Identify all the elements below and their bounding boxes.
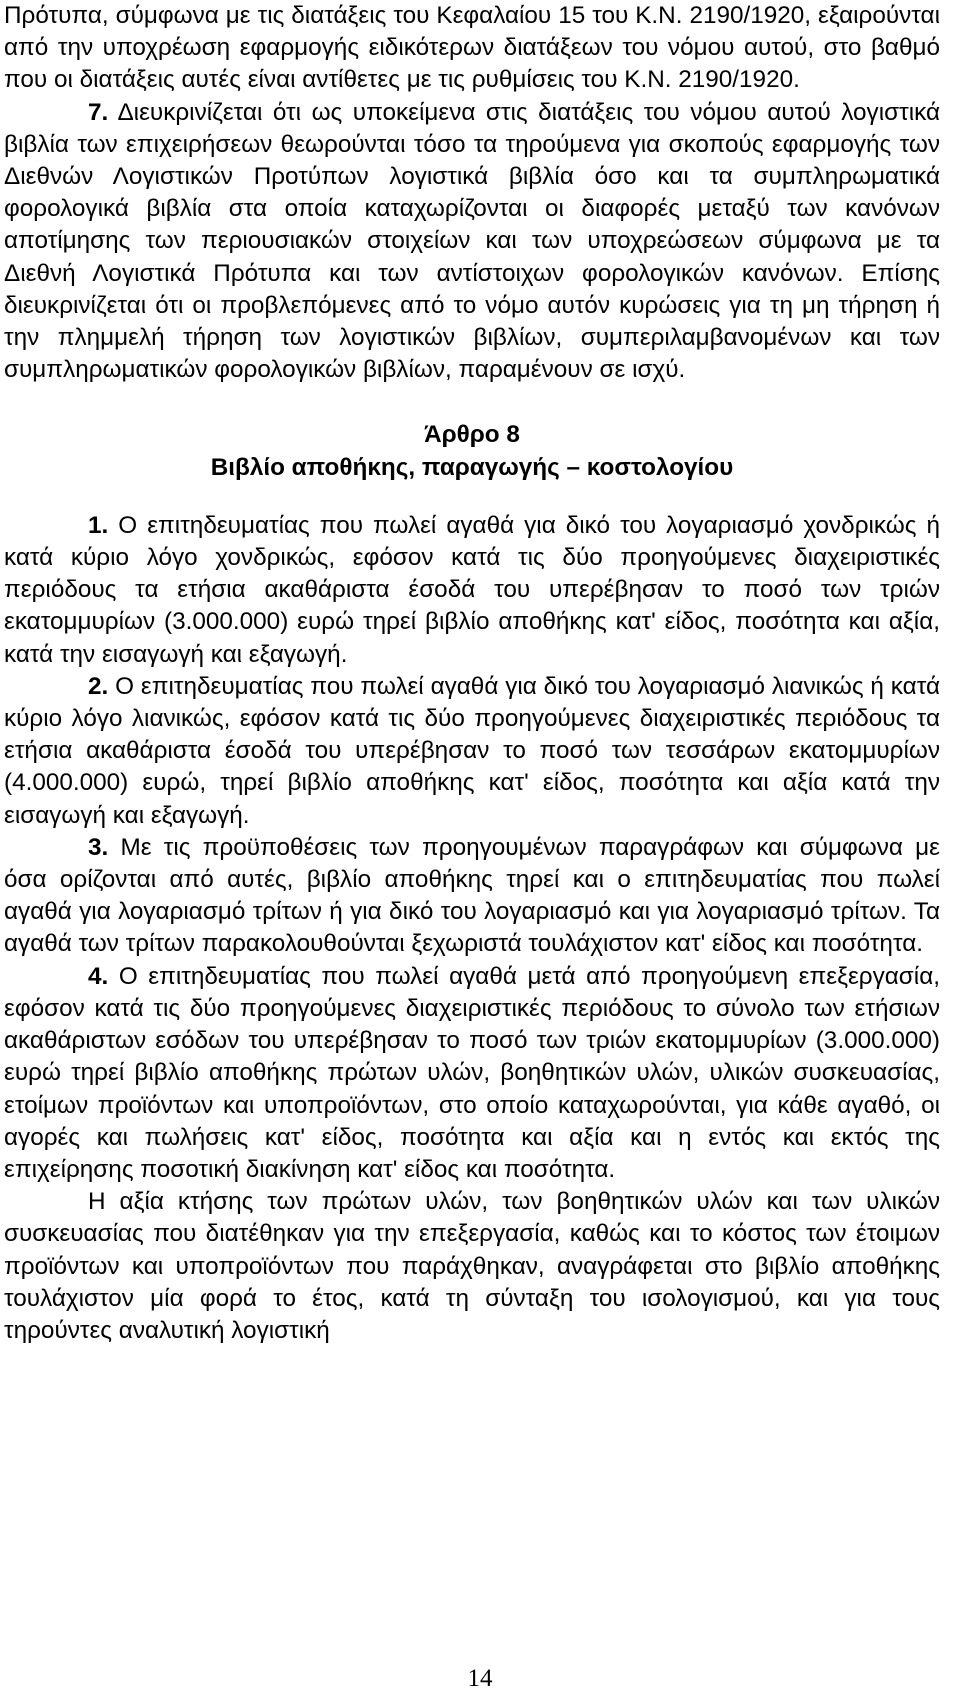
paragraph-7 <box>4 97 940 387</box>
paragraph-4 <box>4 961 940 1186</box>
paragraph-number: 7. <box>88 98 109 126</box>
paragraph-number: 1. <box>88 511 109 539</box>
paragraph-text: Διευκρινίζεται ότι ως υποκείμενα στις διατάξεις του νόμου αυτού λογιστικά βιβλία των επιχειρήσεων θεωρούνται τόσο τα τηρούμενα για σκοπούς εφαρμογής των Διεθνών Λογιστικών Προτύπων λογιστικά βιβλία όσο και τα συμπληρωματικά φορολογικά βιβλία στα οποία καταχωρίζονται οι διαφορές μεταξύ των κανόνων αποτίμησης των περιουσιακών στοιχείων και των υποχρεώσεων σύμφωνα με τα Διεθνή Λογιστικά Πρότυπα και των αντίστοιχων φορολογικών κανόνων. Επίσης διευκρινίζεται ότι οι προβλεπόμενες από το νόμο αυτόν κυρώσεις για τη μη τήρηση ή την πλημμελή τήρηση των λογιστικών βιβλίων, συμπεριλαμβανομένων και των συμπληρωματικών φορολογικών βιβλίων, παραμένουν σε ισχύ. <box>4 98 940 384</box>
article-title: Άρθρο 8 <box>424 421 520 449</box>
paragraph-number: 4. <box>88 962 109 990</box>
paragraph-2 <box>4 671 940 832</box>
paragraph-acquisition-value <box>4 1186 940 1347</box>
paragraph-text: Ο επιτηδευματίας που πωλεί αγαθά μετά από προηγούμενη επεξεργασία, εφόσον κατά τις δύο προηγούμενες διαχειριστικές περιόδους το σύνολο των ετήσιων ακαθάριστων εσόδων του υπερέβησαν το ποσό των τριών εκατομμυρίων (3.000.000) ευρώ τηρεί βιβλίο αποθήκης πρώτων υλών, βοηθητικών υλών, υλικών συσκευασίας, ετοίμων προϊόντων και υποπροϊόντων, στο οποίο καταχωρούνται, για κάθε αγαθό, οι αγορές και πωλήσεις κατ' είδος, ποσότητα και αξία και η εντός και εκτός της επιχείρησης ποσοτική διακίνηση κατ' είδος και ποσότητα. <box>4 962 940 1183</box>
paragraph-text: Ο επιτηδευματίας που πωλεί αγαθά για δικό του λογαριασμό λιανικώς ή κατά κύριο λόγο λιανικώς, εφόσον κατά τις δύο προηγούμενες διαχειριστικές περιόδους τα ετήσια ακαθάριστα έσοδά του υπερέβησαν το ποσό των τεσσάρων εκατομμυρίων (4.000.000) ευρώ, τηρεί βιβλίο αποθήκης κατ' είδος, ποσότητα και αξία κατά την εισαγωγή και εξαγωγή. <box>4 672 940 829</box>
paragraph-number: 2. <box>88 672 109 700</box>
article-subtitle: Βιβλίο αποθήκης, παραγωγής – κοστολογίου <box>210 453 734 481</box>
paragraph-intro <box>4 0 940 97</box>
paragraph-3 <box>4 832 940 961</box>
paragraph-number: 3. <box>88 833 109 861</box>
paragraph-text: Με τις προϋποθέσεις των προηγουμένων παραγράφων και σύμφωνα με όσα ορίζονται από αυτές, βιβλίο αποθήκης τηρεί και ο επιτηδευματίας που πωλεί αγαθά για λογαριασμό τρίτων ή για δικό του λογαριασμό και για λογαριασμό τρίτων. Τα αγαθά των τρίτων παρακολουθούνται ξεχωριστά τουλάχιστον κατ' είδος και ποσότητα. <box>4 833 940 958</box>
paragraph-text: Πρότυπα, σύμφωνα με τις διατάξεις του Κεφαλαίου 15 του Κ.Ν. 2190/1920, εξαιρούνται από την υποχρέωση εφαρμογής ειδικότερων διατάξεων του νόμου αυτού, στο βαθμό που οι διατάξεις αυτές είναι αντίθετες με τις ρυθμίσεις του Κ.Ν. 2190/1920. <box>4 2 940 94</box>
paragraph-1 <box>4 510 940 671</box>
paragraph-text: Ο επιτηδευματίας που πωλεί αγαθά για δικό του λογαριασμό χονδρικώς ή κατά κύριο λόγο χονδρικώς, εφόσον κατά τις δύο προηγούμενες διαχειριστικές περιόδους τα ετήσια ακαθάριστα έσοδά του υπερέβησαν το ποσό των τριών εκατομμυρίων (3.000.000) ευρώ τηρεί βιβλίο αποθήκης κατ' είδος, ποσότητα και αξία, κατά την εισαγωγή και εξαγωγή. <box>4 511 940 668</box>
paragraph-text: Η αξία κτήσης των πρώτων υλών, των βοηθητικών υλών και των υλικών συσκευασίας που διατέθηκαν για την επεξεργασία, καθώς και το κόστος των έτοιμων προϊόντων και υποπροϊόντων που παράχθηκαν, αναγράφεται στο βιβλίο αποθήκης τουλάχιστον μία φορά το έτος, κατά τη σύνταξη του ισολογισμού, και για τους τηρούντες αναλυτική λογιστική <box>4 1188 940 1344</box>
page-number: 14 <box>467 1665 493 1692</box>
article-heading <box>4 419 940 483</box>
